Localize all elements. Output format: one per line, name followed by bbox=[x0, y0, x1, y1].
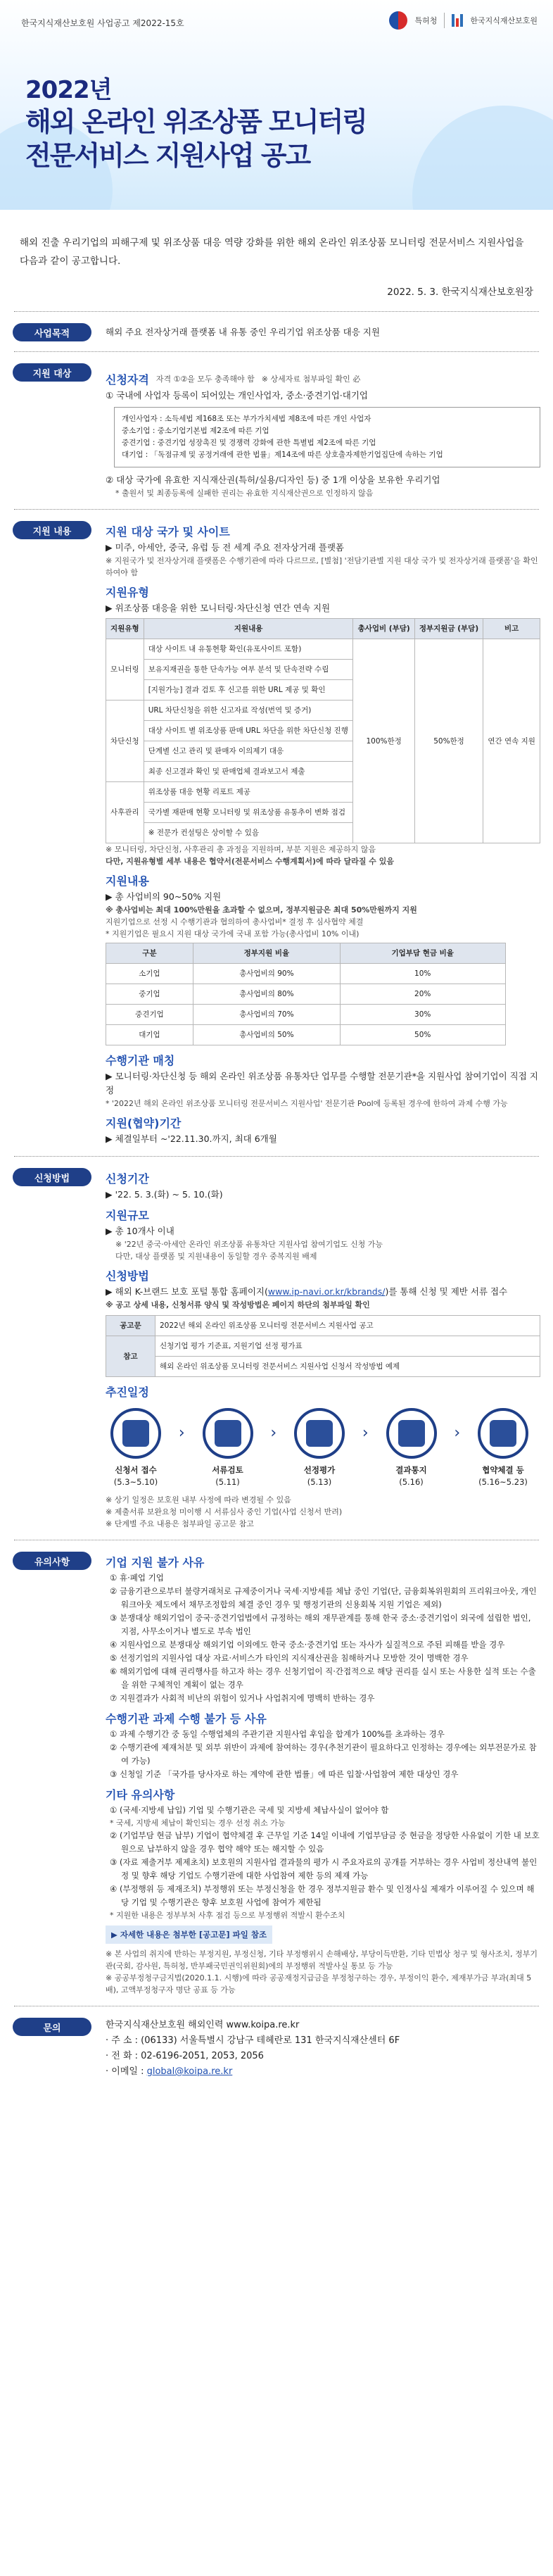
table-cell: 총사업비의 90% bbox=[193, 964, 340, 984]
definition: 개인사업자 : 소득세법 제168조 또는 부가가치세법 제8조에 따른 개인 사업자 bbox=[122, 415, 371, 423]
step-date: (5.16) bbox=[399, 1477, 424, 1487]
table-cell: 차단신청 bbox=[106, 700, 144, 782]
list-item: ④ 지원사업으로 분쟁대상 해외기업 이외에도 한국 중소·중견기업 또는 자사가 실질적으로 주된 피해를 받을 경우 bbox=[110, 1640, 505, 1650]
table-cell: 소기업 bbox=[106, 964, 193, 984]
list-item: ② 수행기관에 제재처분 및 외부 위반이 과제에 참여하는 경우(추천기관이 필요하다고 인정하는 경우에는 외부전문가로 참여 가능) bbox=[110, 1742, 537, 1766]
list-item: ① 과제 수행기간 중 동일 수행업체의 주관기관 지원사업 후입을 합계가 100%를 초과하는 경우 bbox=[110, 1729, 445, 1739]
table-cell: 10% bbox=[340, 964, 505, 984]
table-cell: 보유지재권을 통한 단속가능 여부 분석 및 단속전략 수립 bbox=[144, 660, 353, 680]
table-cell: URL 차단신청을 위한 신고자료 작성(번역 및 증거) bbox=[144, 700, 353, 721]
table-cell: [지원가능] 결과 검토 후 신고를 위한 URL 제공 및 확인 bbox=[144, 680, 353, 700]
subheading: 지원내용 bbox=[106, 874, 149, 888]
section-contact bbox=[0, 2006, 553, 2080]
criterion: ② 대상 국가에 유효한 지식재산권(특허/실용/디자인 등) 중 1개 이상을 보유한 우리기업 bbox=[106, 475, 440, 485]
table-header: 지원내용 bbox=[144, 619, 353, 639]
table-cell: 신청기업 평가 기준표, 지원기업 선정 평가표 bbox=[155, 1336, 540, 1357]
table-header: 비고 bbox=[483, 619, 540, 639]
step-date: (5.16~5.23) bbox=[478, 1477, 528, 1487]
koipa-emblem-icon bbox=[452, 14, 463, 27]
table-cell: 총사업비의 80% bbox=[193, 984, 340, 1005]
table-cell: ※ 전문가 컨설팅은 상이할 수 있음 bbox=[144, 823, 353, 843]
note: ※ 공고 상세 내용, 신청서류 양식 및 작성방법은 페이지 하단의 첨부파일 확인 bbox=[106, 1300, 370, 1309]
table-cell: 30% bbox=[340, 1005, 505, 1025]
bullet: 를 통해 신청 및 제반 서류 접수 bbox=[388, 1286, 508, 1297]
section-label: 지원 대상 bbox=[13, 363, 91, 382]
arrow-icon: › bbox=[454, 1424, 461, 1442]
note: * 지원기업은 필요시 지원 대상 국가에 국내 포함 가능(총사업비 10% 이내) bbox=[106, 929, 360, 938]
intro-text: 해외 진출 우리기업의 피해구제 및 위조상품 대응 역량 강화를 위한 해외 온라인 위조상품 모니터링 전문서비스 지원사업을 다음과 같이 공고합니다. bbox=[20, 237, 524, 267]
note: * '2022년 해외 온라인 위조상품 모니터링 전문서비스 지원사업' 전문기관 Pool에 등록된 경우에 한하여 과제 수행 가능 bbox=[106, 1099, 508, 1108]
section-application: 신청방법 신청기간 ▶ '22. 5. 3.(화) ~ 5. 10.(화) 지원규모 ▶ 총 10개사 이내 ※ '22년 중국·아세안 온라인 위조상품 유통차단 지원사업 참여기업도 신청 가능 다만, 대상 플랫폼 및 지원내용이 동일할 경우 중복지원 배제 신청방법 ▶ 해외 K-브랜드 보호 포털 통합 홈페이지(www.ip-navi.or.kr/kbrands/)를 통해 신청 및 제반 서류 접수 ※ 공고 상세 내용, 신청서류 양식 및 작성방법은 페이지 하단의 첨부파일 확인 공고문 2022년 해외 온라인 위조상품 모니터링 전문서비스 지원사업 공고 참고 신청기업 평가 기준표, 지원기업 선정 평가표 해외 온라인 위조상품 모니터링 전문서비스 지원사업 신청서 작성방법 예제 추진일정 신청서 접수 (5.3~5.10) › 서류검토 (5.11) › 선정평가 (5.13) › 결과통지 (5.16) › 협약체결 등 (5.16~5.23) ※ 상기 일정은 보호원 내부 사정에 따라 변경될 수 있음 ※ 제출서류 보완요청 미이행 시 서류심사 중인 기업(사업 신청서 반려) ※ 단계별 주요 내용은 첨부파일 공고문 참고 bbox=[0, 1157, 553, 1530]
table-header: 정부지원 비율 bbox=[193, 943, 340, 964]
list-item: ⑥ 해외기업에 대해 권리행사를 하고자 하는 경우 신청기업이 직·간접적으로 해당 권리를 실시 또는 사용한 실적 또는 수출을 위한 구체적인 계획이 없는 경우 bbox=[110, 1666, 536, 1690]
note: ※ 상세자료 첨부파일 확인 必 bbox=[261, 374, 361, 384]
evaluation-icon bbox=[294, 1408, 345, 1459]
subheading: 수행기관 과제 수행 불가 등 사유 bbox=[106, 1712, 267, 1726]
table-cell: 중기업 bbox=[106, 984, 193, 1005]
table-cell: 해외 온라인 위조상품 모니터링 전문서비스 지원사업 신청서 작성방법 예제 bbox=[155, 1357, 540, 1377]
note: * 출원서 및 최종등록에 실패한 권리는 유효한 지식재산권으로 인정하지 않음 bbox=[115, 489, 374, 498]
table-header: 지원유형 bbox=[106, 619, 144, 639]
title-year: 2022년 bbox=[25, 76, 112, 104]
section-cautions bbox=[0, 1540, 553, 1996]
schedule-step bbox=[473, 1408, 533, 1488]
section-label: 문의 bbox=[13, 2018, 91, 2036]
portal-link[interactable]: www.ip-navi.or.kr/kbrands/ bbox=[267, 1286, 386, 1297]
restriction-list bbox=[106, 1571, 540, 1705]
list-item: ② 금융기관으로부터 불량거래처로 규제중이거나 국세·지방세를 체납 중인 기업(단, 금융회복위원회의 프리워크아웃, 개인워크아웃 제도에서 채무조정합의 체결 중인 경우 및 행정기관의 신용회복 지원 기업은 제외) bbox=[110, 1586, 537, 1609]
schedule-step bbox=[198, 1408, 258, 1488]
section-label: 유의사항 bbox=[13, 1552, 91, 1570]
subheading: 기업 지원 불가 사유 bbox=[106, 1556, 205, 1569]
table-cell: 50%한정 bbox=[414, 639, 483, 843]
hero-decoration bbox=[412, 106, 553, 210]
bullet: 총 10개사 이내 bbox=[115, 1226, 174, 1236]
bullet: 모니터링·차단신청 등 해외 온라인 위조상품 유통차단 업무를 수행할 전문기관*을 지원사업 참여기업이 직접 지정 bbox=[106, 1071, 538, 1095]
document-table bbox=[106, 1315, 540, 1377]
table-cell: 단계별 신고 관리 및 판매자 이의제기 대응 bbox=[144, 741, 353, 762]
section-support: 지원 내용 지원 대상 국가 및 사이트 ▶ 미주, 아세안, 중국, 유럽 등 전 세계 주요 전자상거래 플랫폼 ※ 지원국가 및 전자상거래 플랫폼은 수행기관에 따라 다르므로, [별첨] '전담기관별 지원 대상 국가 및 전자상거래 플랫폼'을 확인하여야 함 지원유형 ▶ 위조상품 대응을 위한 모니터링·차단신청 연간 연속 지원 지원유형 지원내용 총사업비 (부담) 정부지원금 (부담) 비고 모니터링 대상 사이트 내 유통현황 확인(유포사이트 포함) 100%한정 50%한정 연간 연속 지원 보유지재권을 통한 단속가능 여부 분석 및 단속전략 수립 [지원가능] 결과 검토 후 신고를 위한 URL 제공 및 확인 차단신청 URL 차단신청을 위한 신고자료 작성(번역 및 증거) 대상 사이트 별 위조상품 판매 URL 차단을 위한 차단신청 진행 단계별 신고 관리 및 판매자 이의제기 대응 최종 신고결과 확인 및 판매업체 결과보고서 제출 사후관리 위조상품 대응 현황 리포트 제공 국가별 재판매 현황 모니터링 및 위조상품 유통추이 변화 점검 ※ 전문가 컨설팅은 상이할 수 있음 ※ 모니터링, 차단신청, 사후관리 총 과정을 지원하며, 부분 지원은 제공하지 않음 다만, 지원유형별 세부 내용은 협약서(전문서비스 수행계획서)에 따라 달라질 수 있음 지원내용 ▶ 총 사업비의 90~50% 지원 ※ 총사업비는 최대 100%만원을 초과할 수 없으며, 정부지원금은 최대 50%만원까지 지원 지원기업으로 선정 시 수행기관과 협의하여 총사업비* 결정 후 심사협약 체결 * 지원기업은 필요시 지원 대상 국가에 국내 포함 가능(총사업비 10% 이내) 구분 정부지원 비율 기업부담 현금 비율 소기업 총사업비의 90% 10% 중기업 총사업비의 80% 20% 중견기업 총사업비의 70% 30% 대기업 총사업비의 50% 50% 수행기관 매칭 ▶ 모니터링·차단신청 등 해외 온라인 위조상품 유통차단 업무를 수행할 전문기관*을 지원사업 참여기업이 직접 지정 * '2022년 해외 온라인 위조상품 모니터링 전문서비스 지원사업' 전문기관 Pool에 등록된 경우에 한하여 과제 수행 가능 지원(협약)기간 ▶ 체결일부터 ~'22.11.30.까지, 최대 6개월 bbox=[0, 510, 553, 1146]
section-label: 지원 내용 bbox=[13, 521, 91, 539]
table-cell: 대기업 bbox=[106, 1025, 193, 1045]
note: ※ 공공부정청구금지법(2020.1.1. 시행)에 따라 공공재정지급금을 부정청구하는 경우, 부정이익 환수, 제재부가금 부과(최대 5배), 고액부정청구자 명단 공표 등 가능 bbox=[106, 1973, 532, 1994]
ratio-table bbox=[106, 943, 506, 1045]
table-cell: 총사업비의 50% bbox=[193, 1025, 340, 1045]
note: ※ 본 사업의 취지에 반하는 부정지원, 부정신청, 기타 부정행위시 손해배상, 부당이득반환, 기타 민법상 청구 및 형사조치, 정부기관(국회, 감사원, 특허청, 반부패국민권익위원회)에의 부정행위 적발사실 통보 등 가능 bbox=[106, 1949, 538, 1971]
bullet: 해외 K-브랜드 보호 포털 통합 홈페이지 bbox=[115, 1286, 265, 1297]
table-cell: 2022년 해외 온라인 위조상품 모니터링 전문서비스 지원사업 공고 bbox=[155, 1316, 540, 1336]
table-cell: 모니터링 bbox=[106, 639, 144, 700]
step-name: 신청서 접수 bbox=[115, 1465, 157, 1475]
logo-kipo: 특허청 bbox=[414, 16, 438, 25]
step-name: 선정평가 bbox=[303, 1465, 336, 1475]
table-cell: 중견기업 bbox=[106, 1005, 193, 1025]
document-icon bbox=[110, 1408, 161, 1459]
subheading: 수행기관 매칭 bbox=[106, 1054, 175, 1067]
section-purpose bbox=[0, 312, 553, 341]
attachment-notice: ▶ 자세한 내용은 첨부한 [공고문] 파일 참조 bbox=[106, 1925, 272, 1944]
arrow-icon: › bbox=[362, 1424, 369, 1442]
schedule-steps bbox=[106, 1408, 533, 1488]
arrow-icon: › bbox=[178, 1424, 185, 1442]
subheading: 기타 유의사항 bbox=[106, 1788, 175, 1802]
list-item: ① 휴·폐업 기업 bbox=[110, 1573, 164, 1583]
contact-org: 한국지식재산보호원 해외인력 www.koipa.re.kr bbox=[106, 2020, 300, 2030]
kipo-emblem-icon bbox=[389, 11, 407, 30]
table-cell: 대상 사이트 별 위조상품 판매 URL 차단을 위한 차단신청 진행 bbox=[144, 721, 353, 741]
schedule-step bbox=[381, 1408, 442, 1488]
subheading: 추진일정 bbox=[106, 1386, 149, 1399]
table-cell: 총사업비의 70% bbox=[193, 1005, 340, 1025]
list-item: ③ 분쟁대상 해외기업이 중국·중견기업법에서 규정하는 해외 재무관계를 통해 한국 중소·중견기업이 외국에 설립한 법인, 지점, 사무소이거나 별도로 부속 법인 bbox=[110, 1613, 531, 1636]
table-cell: 최종 신고결과 확인 및 판매업체 결과보고서 제출 bbox=[144, 762, 353, 782]
table-header: 기업부담 현금 비율 bbox=[340, 943, 505, 964]
note: 지원기업으로 선정 시 수행기관과 협의하여 총사업비* 결정 후 심사협약 체결 bbox=[106, 917, 364, 926]
title-line: 해외 온라인 위조상품 모니터링 bbox=[25, 106, 367, 137]
logo-koipa: 한국지식재산보호원 bbox=[470, 16, 538, 25]
note: ※ 단계별 주요 내용은 첨부파일 공고문 참고 bbox=[106, 1519, 254, 1528]
hero-banner bbox=[0, 0, 553, 210]
subheading: 지원유형 bbox=[106, 586, 149, 599]
issue-date: 2022. 5. 3. 한국지식재산보호원장 bbox=[387, 287, 533, 298]
step-date: (5.13) bbox=[307, 1477, 332, 1487]
notice-number: 한국지식재산보호원 사업공고 제2022-15호 bbox=[21, 18, 184, 28]
review-icon bbox=[203, 1408, 253, 1459]
schedule-step bbox=[106, 1408, 166, 1488]
subheading: 지원 대상 국가 및 사이트 bbox=[106, 525, 230, 539]
step-date: (5.11) bbox=[215, 1477, 240, 1487]
list-item: ⑦ 지원결과가 사회적 비난의 위험이 있거나 사업취지에 명백히 반하는 경우 bbox=[110, 1693, 375, 1703]
definition: 중견기업 : 중견기업 성장촉진 및 경쟁력 강화에 관한 특별법 제2조에 따른 기업 bbox=[122, 439, 376, 447]
table-cell: 사후관리 bbox=[106, 782, 144, 843]
list-item: ③ (자료 제출거부 제제초치) 보호원의 지원사업 결과물의 평가 시 주요자료의 공개를 거부하는 경우 사업비 정산내역 불인정 및 향후 해당 기업도 수행기관에 대한 사업참여 제한 등의 제재 가능 bbox=[110, 1857, 538, 1880]
bullet: '22. 5. 3.(화) ~ 5. 10.(화) bbox=[115, 1189, 223, 1200]
criterion: ① 국내에 사업자 등록이 되어있는 개인사업자, 중소·중견기업·대기업 bbox=[106, 390, 368, 401]
bullet: 체결일부터 ~'22.11.30.까지, 최대 6개월 bbox=[115, 1133, 277, 1144]
note: ※ 상기 일정은 보호원 내부 사정에 따라 변경될 수 있음 bbox=[106, 1495, 291, 1504]
subheading: 지원(협약)기간 bbox=[106, 1117, 182, 1130]
list-item: * 지원한 내용은 정부부처 사후 점검 등으로 부정행위 적발시 환수조치 bbox=[110, 1911, 345, 1920]
contact-phone: · 전 화 : 02-6196-2051, 2053, 2056 bbox=[106, 2051, 264, 2061]
list-item: ④ (부정행위 등 제재조치) 부정행위 또는 부정신청을 한 경우 정부지원금 환수 및 인정사실 제재가 이루어질 수 있으며 해당 기업 및 수행기관은 향후 보호원 사업에 참여가 제한됨 bbox=[110, 1884, 535, 1907]
intro bbox=[0, 210, 553, 301]
subheading: 신청기간 bbox=[106, 1172, 149, 1186]
table-header: 총사업비 (부담) bbox=[353, 619, 414, 639]
list-item: ② (기업부담 현금 납부) 기업이 협약체결 후 근무일 기준 14일 이내에 기업부담금 중 현금을 정당한 사유없이 기한 내 보호원으로 납부하지 않을 경우 협약 해약 또는 해지할 수 있음 bbox=[110, 1830, 540, 1854]
contract-icon bbox=[478, 1408, 528, 1459]
section-label: 사업목적 bbox=[13, 323, 91, 341]
support-type-table bbox=[106, 618, 540, 843]
note: 자격 ①②을 모두 충족해야 함 bbox=[155, 374, 255, 384]
title-line: 전문서비스 지원사업 공고 bbox=[25, 140, 310, 171]
table-cell: 대상 사이트 내 유통현황 확인(유포사이트 포함) bbox=[144, 639, 353, 660]
bullet: 총 사업비의 90~50% 지원 bbox=[115, 891, 222, 902]
section-eligibility bbox=[0, 352, 553, 499]
logo-group bbox=[389, 11, 538, 30]
bullet: 위조상품 대응을 위한 모니터링·차단신청 연간 연속 지원 bbox=[115, 603, 331, 613]
contact-email-link[interactable]: global@koipa.re.kr bbox=[146, 2066, 233, 2077]
list-item: * 국세, 지방세 체납이 확인되는 경우 선정 취소 가능 bbox=[110, 1818, 286, 1828]
table-header: 참고 bbox=[106, 1336, 155, 1377]
list-item: ① (국세·지방세 납입) 기업 및 수행기관은 국세 및 지방세 체납사실이 없어야 함 bbox=[110, 1805, 389, 1815]
section-label: 신청방법 bbox=[13, 1168, 91, 1186]
divider bbox=[444, 13, 445, 28]
table-cell: 50% bbox=[340, 1025, 505, 1045]
note: ※ 지원국가 및 전자상거래 플랫폼은 수행기관에 따라 다르므로, [별첨] '전담기관별 지원 대상 국가 및 전자상거래 플랫폼'을 확인하여야 함 bbox=[106, 556, 538, 577]
restriction-list bbox=[106, 1804, 540, 1921]
contact-email-label: · 이메일 : bbox=[106, 2066, 147, 2077]
subheading: 신청방법 bbox=[106, 1269, 149, 1283]
step-name: 협약체결 등 bbox=[482, 1465, 524, 1475]
subheading: 지원규모 bbox=[106, 1209, 149, 1222]
note: 다만, 지원유형별 세부 내용은 협약서(전문서비스 수행계획서)에 따라 달라질 수 있음 bbox=[106, 857, 394, 866]
definition: 대기업 : 「독점규제 및 공정거래에 관한 법률」제14조에 따른 상호출자제한기업집단에 속하는 기업 bbox=[122, 451, 443, 459]
step-name: 서류검토 bbox=[212, 1465, 243, 1475]
table-cell: 위조상품 대응 현황 리포트 제공 bbox=[144, 782, 353, 803]
contact-address: · 주 소 : (06133) 서울특별시 강남구 테헤란로 131 한국지식재산센터 6F bbox=[106, 2035, 400, 2046]
step-date: (5.3~5.10) bbox=[113, 1477, 158, 1487]
note: ※ 총사업비는 최대 100%만원을 초과할 수 없으며, 정부지원금은 최대 50%만원까지 지원 bbox=[106, 905, 417, 915]
schedule-step bbox=[289, 1408, 350, 1488]
definition: 중소기업 : 중소기업기본법 제2조에 따른 기업 bbox=[122, 427, 269, 435]
table-header: 공고문 bbox=[106, 1316, 155, 1336]
bullet: 미주, 아세안, 중국, 유럽 등 전 세계 주요 전자상거래 플랫폼 bbox=[115, 542, 345, 553]
subheading: 신청자격 bbox=[106, 373, 149, 387]
page-title bbox=[25, 70, 367, 172]
restriction-list bbox=[106, 1728, 540, 1781]
table-cell: 연간 연속 지원 bbox=[483, 639, 540, 843]
note: ※ 모니터링, 차단신청, 사후관리 총 과정을 지원하며, 부분 지원은 제공하지 않음 bbox=[106, 845, 376, 854]
table-cell: 국가별 재판매 현황 모니터링 및 위조상품 유통추이 변화 점검 bbox=[144, 803, 353, 823]
step-name: 결과통지 bbox=[395, 1465, 427, 1475]
table-cell: 20% bbox=[340, 984, 505, 1005]
table-cell: 100%한정 bbox=[353, 639, 414, 843]
list-item: ③ 신청일 기준 「국가를 당사자로 하는 계약에 관한 법률」에 따른 입찰·사업참여 제한 대상인 경우 bbox=[110, 1769, 459, 1779]
note: ※ '22년 중국·아세안 온라인 위조상품 유통차단 지원사업 참여기업도 신청 가능 다만, 대상 플랫폼 및 지원내용이 동일할 경우 중복지원 배제 bbox=[115, 1240, 383, 1261]
list-item: ⑤ 선정기업의 지원사업 대상 자료·서비스가 타인의 지식재산권을 침해하거나 모방한 것이 명백한 경우 bbox=[110, 1653, 469, 1663]
arrow-icon: › bbox=[270, 1424, 277, 1442]
table-header: 구분 bbox=[106, 943, 193, 964]
purpose-text: 해외 주요 전자상거래 플랫폼 내 유통 중인 우리기업 위조상품 대응 지원 bbox=[106, 327, 380, 337]
definition-box bbox=[114, 407, 540, 467]
table-header: 정부지원금 (부담) bbox=[414, 619, 483, 639]
phone-icon bbox=[386, 1408, 437, 1459]
note: ※ 제출서류 보완요청 미이행 시 서류심사 중인 기업(사업 신청서 반려) bbox=[106, 1507, 343, 1516]
